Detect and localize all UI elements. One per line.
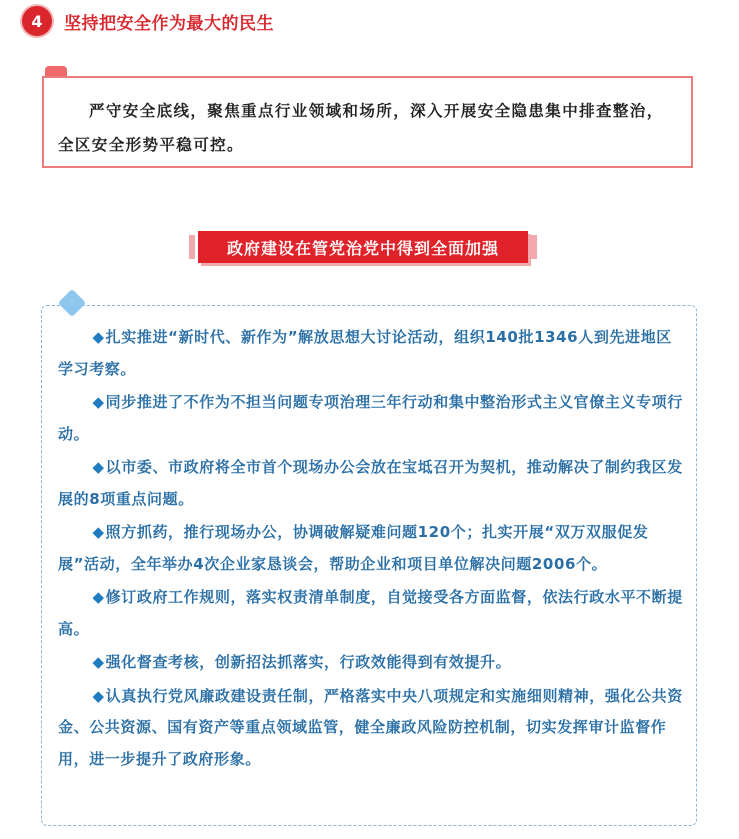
list-item: ◆修订政府工作规则，落实权责清单制度，自觉接受各方面监督，依法行政水平不断提高。 [58,588,683,638]
government-items [58,322,686,777]
diamond-bullet-icon: ◆ [92,588,105,606]
section-header [22,4,274,38]
diamond-bullet-icon: ◆ [92,458,105,476]
list-item: ◆认真执行党风廉政建设责任制，严格落实中央八项规定和实施细则精神，强化公共资金、公共资源、国有资产等重点领域监管，健全廉政风险防控机制，切实发挥审计监督作用，进一步提升了政府形象。 [58,686,683,768]
diamond-bullet-icon: ◆ [92,328,105,346]
safety-paragraph: 严守安全底线，聚焦重点行业领域和场所，深入开展安全隐患集中排查整治，全区安全形势平稳可控。 [58,102,664,154]
section-title: 坚持把安全作为最大的民生 [64,13,274,34]
list-item: ◆扎实推进“新时代、新作为”解放思想大讨论活动，组织140批1346人到先进地区学习考察。 [58,328,672,378]
section-number-badge: 4 [22,6,52,36]
list-item: ◆强化督查考核，创新招法抓落实，行政效能得到有效提升。 [92,653,512,671]
diamond-bullet-icon: ◆ [92,393,105,411]
subsection-banner: 政府建设在管党治党中得到全面加强 [198,231,528,263]
diamond-bullet-icon: ◆ [92,523,105,541]
safety-box [42,76,693,168]
list-item: ◆同步推进了不作为不担当问题专项治理三年行动和集中整治形式主义官僚主义专项行动。 [58,393,683,443]
list-item: ◆以市委、市政府将全市首个现场办公会放在宝坻召开为契机，推动解决了制约我区发展的8项重点问题。 [58,458,683,508]
diamond-bullet-icon: ◆ [92,686,105,705]
diamond-bullet-icon: ◆ [92,653,105,671]
list-item: ◆照方抓药，推行现场办公，协调破解疑难问题120个；扎实开展“双万双服促发展”活动，全年举办4次企业家恳谈会，帮助企业和项目单位解决问题2006个。 [58,523,649,573]
